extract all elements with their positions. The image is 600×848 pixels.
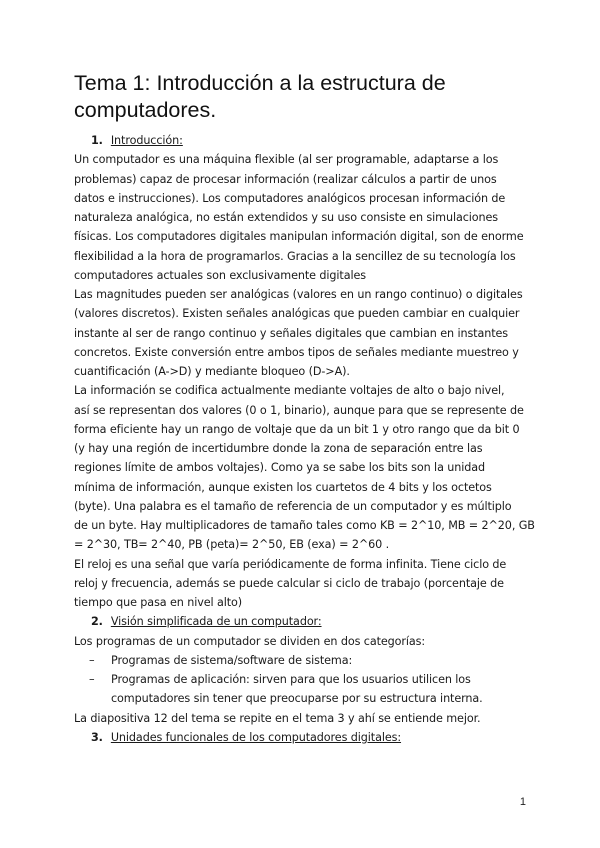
list-item — [74, 651, 534, 670]
text-line: (y hay una región de incertidumbre donde la zona de separación entre las — [74, 442, 483, 455]
text-line: instante al ser de rango continuo y señales digitales que cambian en instantes — [74, 326, 509, 340]
text-line: Las magnitudes pueden ser analógicas (valores en un rango continuo) o digitales — [74, 288, 523, 301]
text-line: = 2^30, TB= 2^40, PB (peta)= 2^50, EB (exa) = 2^60 . — [74, 538, 390, 552]
section-title: Visión simplificada de un computador: — [110, 615, 322, 629]
section-heading-vision-simplificada — [74, 612, 534, 631]
list-item-text: Programas de aplicación: sirven para que los usuarios utilicen los — [111, 673, 471, 686]
text-line: La diapositiva 12 del tema se repite en el tema 3 y ahí se entiende mejor. — [74, 711, 481, 725]
section-title: Unidades funcionales de los computadores digitales: — [110, 730, 402, 744]
title-line: computadores. — [74, 98, 217, 122]
text-line: Un computador es una máquina flexible (al ser programable, adaptarse a los — [74, 153, 499, 167]
text-line: naturaleza analógica, no están extendidos y su uso consiste en simulaciones — [74, 211, 499, 224]
page-number: 1 — [519, 796, 526, 808]
text-line: datos e instrucciones). Los computadores analógicos procesan información de — [74, 191, 506, 205]
list-item — [74, 670, 534, 689]
text-line: El reloj es una señal que varía periódicamente de forma infinita. Tiene ciclo de — [74, 557, 507, 571]
section-heading-unidades-funcionales — [74, 728, 534, 747]
text-line: La información se codifica actualmente mediante voltajes de alto o bajo nivel, — [74, 384, 505, 398]
text-line: forma eficiente hay un rango de voltaje que da un bit 1 y otro rango que da bit 0 — [74, 422, 520, 436]
text-line: flexibilidad a la hora de programarlos. Gracias a la sencillez de su tecnología los — [74, 249, 516, 263]
text-line: regiones límite de ambos voltajes). Como ya se sabe los bits son la unidad — [74, 461, 486, 475]
page-title — [74, 70, 544, 124]
text-line: concretos. Existe conversión entre ambos tipos de señales mediante muestreo y — [74, 345, 519, 359]
section-heading-introduccion — [74, 131, 534, 150]
text-line: físicas. Los computadores digitales manipulan información digital, son de enorme — [74, 230, 524, 244]
intro-paragraphs — [74, 150, 534, 612]
list-item-text: Programas de sistema/software de sistema: — [111, 653, 353, 667]
bullet-dash-icon: – — [89, 653, 95, 667]
section-number: 3. — [91, 730, 103, 744]
list-item-continuation: computadores sin tener que preocuparse por su estructura interna. — [111, 692, 483, 706]
text-line: de un byte. Hay multiplicadores de tamaño tales como KB = 2^10, MB = 2^20, GB — [74, 519, 535, 532]
text-line: (valores discretos). Existen señales analógicas que pueden cambiar en cualquier — [74, 307, 520, 321]
text-line: Los programas de un computador se dividen en dos categorías: — [74, 634, 426, 648]
text-line: mínima de información, aunque existen los cuartetos de 4 bits y los octetos — [74, 480, 492, 494]
text-line: así se representan dos valores (0 o 1, binario), aunque para que se represente de — [74, 403, 524, 417]
document-body — [74, 131, 534, 747]
text-line: computadores actuales son exclusivamente digitales — [74, 268, 366, 282]
section-number: 2. — [91, 615, 103, 629]
text-line: cuantificación (A->D) y mediante bloqueo (D->A). — [74, 365, 350, 378]
text-line: tiempo que pasa en nivel alto) — [74, 596, 243, 609]
text-line: problemas) capaz de procesar información (realizar cálculos a partir de unos — [74, 172, 497, 186]
text-line: (byte). Una palabra es el tamaño de referencia de un computador y es múltiplo — [74, 499, 512, 513]
title-line: Tema 1: Introducción a la estructura de — [74, 71, 446, 95]
text-line: reloj y frecuencia, además se puede calcular si ciclo de trabajo (porcentaje de — [74, 576, 504, 590]
section-title: Introducción: — [110, 134, 183, 147]
section-number: 1. — [91, 134, 103, 147]
bullet-dash-icon: – — [89, 673, 95, 686]
